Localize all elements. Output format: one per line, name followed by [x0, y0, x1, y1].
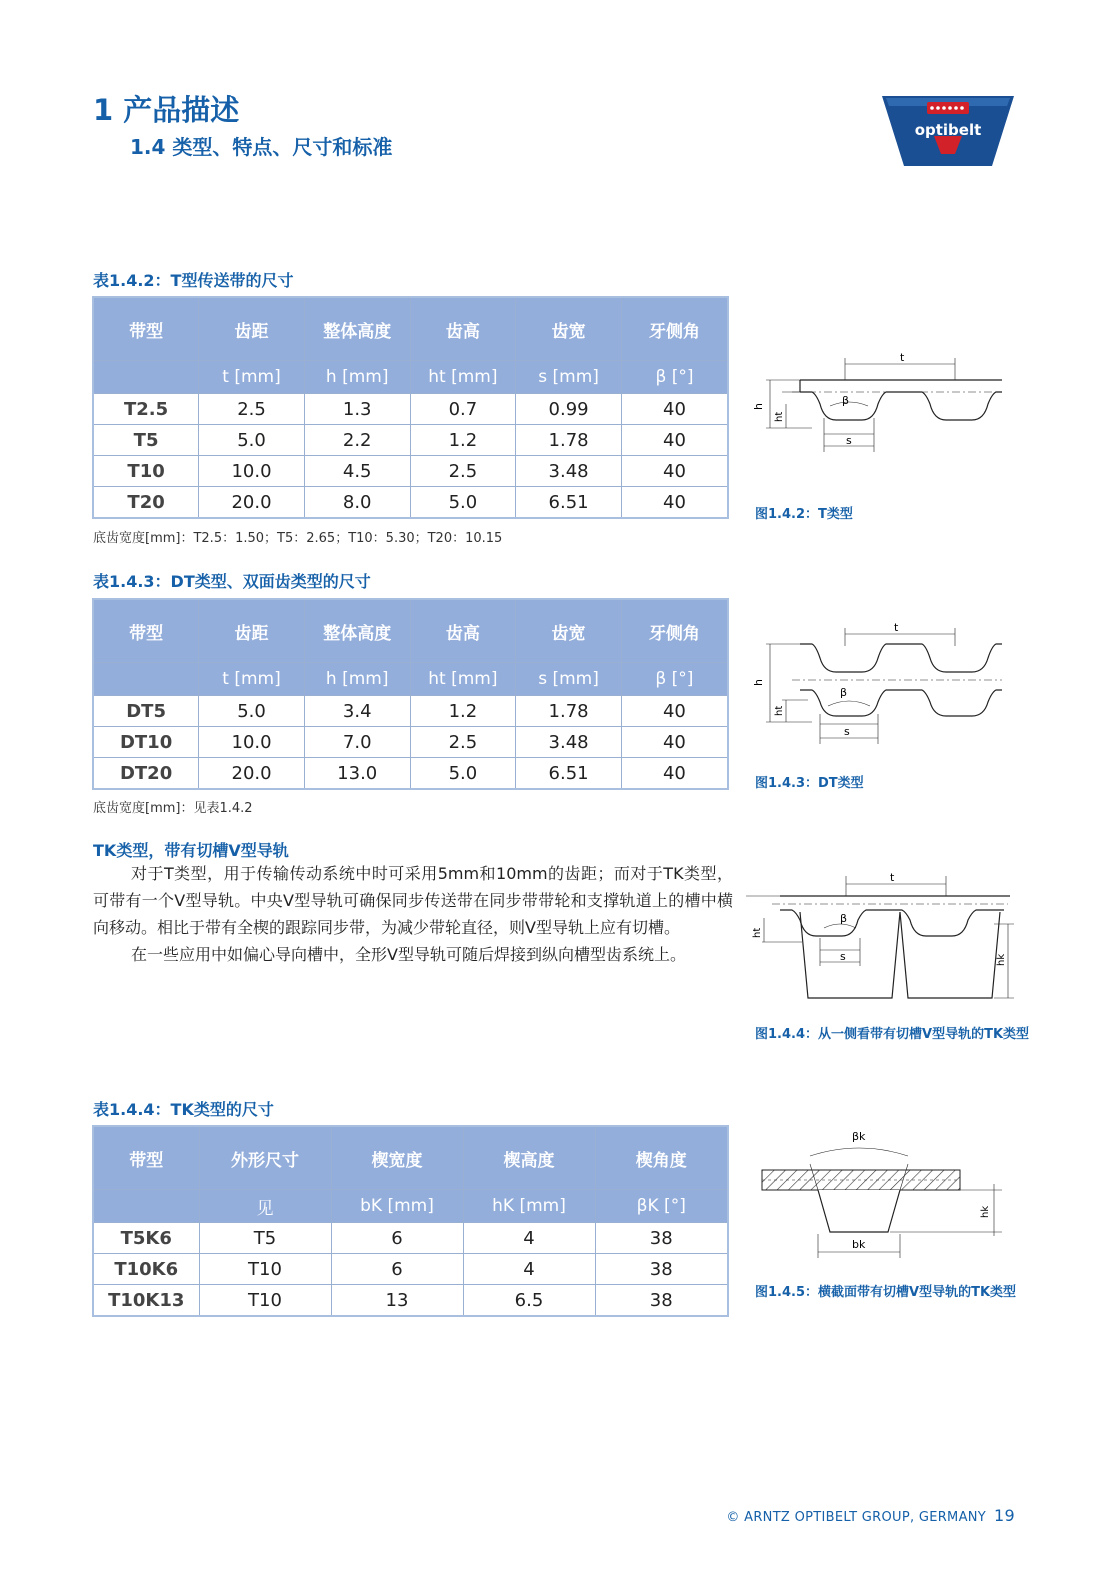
svg-text:βk: βk	[852, 1130, 866, 1143]
cell: 40	[621, 425, 728, 456]
header-cell: 牙侧角	[621, 599, 728, 663]
svg-text:ht: ht	[774, 705, 785, 716]
svg-text:β: β	[842, 394, 850, 407]
copyright-text: © ARNTZ OPTIBELT GROUP, GERMANY	[726, 1510, 987, 1525]
svg-text:hk: hk	[980, 1205, 991, 1218]
cell: 5.0	[410, 487, 516, 519]
cell: 1.3	[304, 394, 410, 425]
svg-text:s: s	[840, 950, 846, 963]
cell: 6	[331, 1223, 463, 1254]
cell: 0.7	[410, 394, 516, 425]
cell: DT10	[93, 727, 199, 758]
unit-cell: hK [mm]	[463, 1190, 595, 1223]
cell: 4	[463, 1254, 595, 1285]
unit-cell: 见	[199, 1190, 331, 1223]
svg-text:optibelt: optibelt	[914, 121, 982, 139]
cell: 5.0	[199, 696, 305, 727]
cell: 3.48	[516, 727, 622, 758]
table-row	[93, 487, 728, 519]
svg-text:h: h	[752, 403, 765, 410]
cell: 40	[621, 758, 728, 790]
cell: T2.5	[93, 394, 199, 425]
cell: DT5	[93, 696, 199, 727]
cell: 3.4	[304, 696, 410, 727]
unit-cell: ht [mm]	[410, 663, 516, 696]
unit-cell: bK [mm]	[331, 1190, 463, 1223]
cell: T5	[93, 425, 199, 456]
unit-cell: t [mm]	[199, 663, 305, 696]
cell: 40	[621, 727, 728, 758]
header-cell: 牙侧角	[621, 297, 728, 361]
svg-text:hk: hk	[996, 953, 1007, 966]
table-t-dimensions	[92, 296, 729, 519]
svg-text:ht: ht	[774, 411, 785, 422]
cell: 1.78	[516, 696, 622, 727]
dt-type-diagram	[752, 616, 1012, 746]
unit-cell: ht [mm]	[410, 361, 516, 394]
section-title: 1.4 类型、特点、尺寸和标准	[130, 135, 393, 159]
header-cell: 齿高	[410, 599, 516, 663]
cell: 1.78	[516, 425, 622, 456]
footer	[726, 1506, 1015, 1525]
unit-cell	[93, 1190, 199, 1223]
unit-cell: β [°]	[621, 361, 728, 394]
table-t-caption: 表1.4.2：T型传送带的尺寸	[93, 271, 294, 290]
cell: 7.0	[304, 727, 410, 758]
cell: 38	[595, 1223, 728, 1254]
table-row	[93, 696, 728, 727]
unit-cell: h [mm]	[304, 663, 410, 696]
header-cell: 带型	[93, 297, 199, 361]
header-cell: 带型	[93, 599, 199, 663]
svg-text:t: t	[890, 871, 895, 884]
paragraph: 对于T类型，用于传输传动系统中时可采用5mm和10mm的齿距；而对于TK类型，可带有一个V型导轨。中央V型导轨可确保同步传送带在同步带带轮和支撑轨道上的槽中横向移动。相比于带有全楔的跟踪同步带，为减少带轮直径，则V型导轨上应有切槽。	[93, 864, 733, 937]
svg-text:s: s	[844, 725, 850, 738]
svg-text:β: β	[840, 912, 848, 925]
unit-cell: s [mm]	[516, 361, 622, 394]
header-cell: 齿宽	[516, 599, 622, 663]
cell: 1.2	[410, 696, 516, 727]
cell: 2.5	[199, 394, 305, 425]
unit-cell	[93, 663, 199, 696]
svg-text:ht: ht	[752, 927, 763, 938]
table-t-note: 底齿宽度[mm]：T2.5：1.50；T5：2.65；T10：5.30；T20：10.15	[93, 531, 503, 546]
table-tk-dimensions	[92, 1125, 729, 1317]
cell: 6.51	[516, 487, 622, 519]
svg-text:bk: bk	[852, 1238, 866, 1251]
cell: 20.0	[199, 487, 305, 519]
unit-cell	[93, 361, 199, 394]
cell: 20.0	[199, 758, 305, 790]
cell: 2.5	[410, 727, 516, 758]
page-title: 1 产品描述	[93, 93, 240, 127]
table-dt-caption: 表1.4.3：DT类型、双面齿类型的尺寸	[93, 572, 371, 591]
cell: 0.99	[516, 394, 622, 425]
cell: 13	[331, 1285, 463, 1317]
table-row	[93, 1254, 728, 1285]
cell: 13.0	[304, 758, 410, 790]
cell: 6.51	[516, 758, 622, 790]
table-dt-dimensions	[92, 598, 729, 790]
header-cell: 整体高度	[304, 297, 410, 361]
header-cell: 楔高度	[463, 1126, 595, 1190]
table-tk-caption: 表1.4.4：TK类型的尺寸	[93, 1100, 274, 1119]
t-type-diagram	[752, 348, 1012, 463]
header-cell: 齿距	[199, 599, 305, 663]
figure-caption: 图1.4.2：T类型	[755, 507, 853, 522]
table-row	[93, 758, 728, 790]
paragraph: 在一些应用中如偏心导向槽中，全形V型导轨可随后焊接到纵向槽型齿系统上。	[131, 945, 686, 964]
header-cell: 齿距	[199, 297, 305, 361]
unit-cell: βK [°]	[595, 1190, 728, 1223]
table-row	[93, 425, 728, 456]
cell: 2.2	[304, 425, 410, 456]
table-row	[93, 727, 728, 758]
table-row	[93, 1285, 728, 1317]
header-cell: 楔宽度	[331, 1126, 463, 1190]
header-cell: 整体高度	[304, 599, 410, 663]
cell: 40	[621, 456, 728, 487]
page-number: 19	[994, 1506, 1015, 1525]
cell: 5.0	[199, 425, 305, 456]
table-row	[93, 394, 728, 425]
header-cell: 齿高	[410, 297, 516, 361]
cell: T10K6	[93, 1254, 199, 1285]
table-row	[93, 456, 728, 487]
table-dt-note: 底齿宽度[mm]：见表1.4.2	[93, 801, 253, 816]
svg-text:s: s	[846, 434, 852, 447]
figure-caption: 图1.4.3：DT类型	[755, 776, 864, 791]
header-cell: 楔角度	[595, 1126, 728, 1190]
tk-section-heading: TK类型，带有切槽V型导轨	[93, 841, 289, 860]
cell: T10	[93, 456, 199, 487]
optibelt-logo	[878, 92, 1018, 170]
cell: 6.5	[463, 1285, 595, 1317]
cell: 3.48	[516, 456, 622, 487]
cell: 6	[331, 1254, 463, 1285]
cell: 40	[621, 487, 728, 519]
cell: 1.2	[410, 425, 516, 456]
cell: 38	[595, 1254, 728, 1285]
figure-caption: 图1.4.5：横截面带有切槽V型导轨的TK类型	[755, 1285, 1017, 1300]
cell: 2.5	[410, 456, 516, 487]
svg-text:t: t	[894, 621, 899, 634]
cell: 8.0	[304, 487, 410, 519]
header-cell: 带型	[93, 1126, 199, 1190]
header-cell: 齿宽	[516, 297, 622, 361]
unit-cell: β [°]	[621, 663, 728, 696]
cell: T10K13	[93, 1285, 199, 1317]
figure-caption: 图1.4.4：从一侧看带有切槽V型导轨的TK类型	[755, 1027, 1030, 1042]
table-row	[93, 1223, 728, 1254]
tk-section-body	[93, 860, 733, 968]
cell: T5	[199, 1223, 331, 1254]
unit-cell: s [mm]	[516, 663, 622, 696]
cell: 10.0	[199, 456, 305, 487]
cell: T10	[199, 1254, 331, 1285]
cell: T10	[199, 1285, 331, 1317]
svg-text:h: h	[752, 679, 765, 686]
header-cell: 外形尺寸	[199, 1126, 331, 1190]
tk-side-diagram	[742, 866, 1017, 1006]
svg-text:β: β	[840, 686, 848, 699]
cell: 4	[463, 1223, 595, 1254]
cell: T20	[93, 487, 199, 519]
cell: T5K6	[93, 1223, 199, 1254]
cell: 5.0	[410, 758, 516, 790]
unit-cell: t [mm]	[199, 361, 305, 394]
cell: 40	[621, 394, 728, 425]
cell: 40	[621, 696, 728, 727]
cell: 4.5	[304, 456, 410, 487]
cell: 38	[595, 1285, 728, 1317]
cell: DT20	[93, 758, 199, 790]
svg-text:t: t	[900, 351, 905, 364]
cell: 10.0	[199, 727, 305, 758]
unit-cell: h [mm]	[304, 361, 410, 394]
tk-cross-section-diagram	[752, 1124, 1014, 1259]
